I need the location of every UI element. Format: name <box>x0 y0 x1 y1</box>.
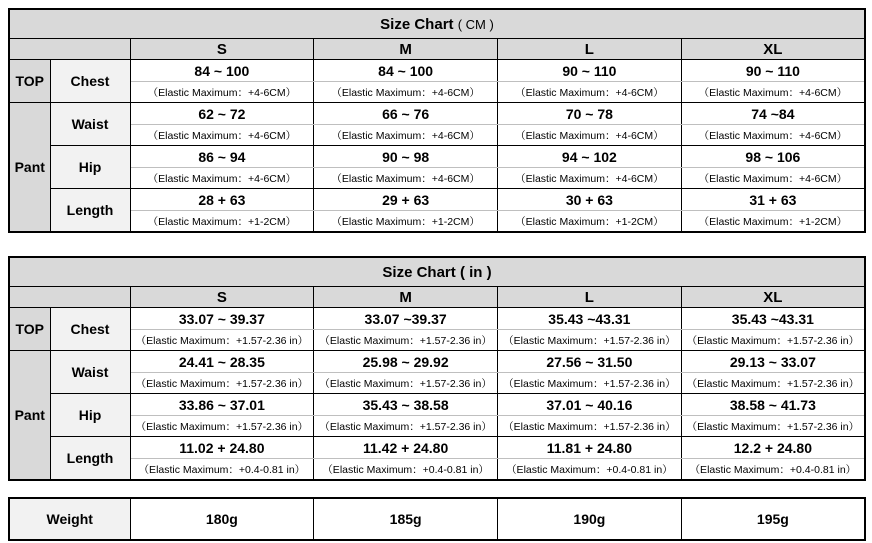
elastic-note: （Elastic Maximum：+4-6CM） <box>498 168 682 189</box>
value-cell: 90 ~ 98 <box>314 146 498 168</box>
value-cell: 90 ~ 110 <box>681 60 865 82</box>
elastic-note: （Elastic Maximum：+4-6CM） <box>498 125 682 146</box>
elastic-note: （Elastic Maximum：+1.57-2.36 in） <box>498 373 682 394</box>
measure-chest: Chest <box>50 60 130 103</box>
elastic-note: （Elastic Maximum：+0.4-0.81 in） <box>130 459 314 481</box>
category-top: TOP <box>9 308 50 351</box>
category-pant: Pant <box>9 103 50 233</box>
elastic-note: （Elastic Maximum：+0.4-0.81 in） <box>314 459 498 481</box>
elastic-note: （Elastic Maximum：+1.57-2.36 in） <box>314 373 498 394</box>
elastic-note: （Elastic Maximum：+1-2CM） <box>130 211 314 233</box>
value-cell: 90 ~ 110 <box>498 60 682 82</box>
elastic-note: （Elastic Maximum：+4-6CM） <box>130 125 314 146</box>
elastic-note: （Elastic Maximum：+1.57-2.36 in） <box>130 330 314 351</box>
value-cell: 11.81 + 24.80 <box>498 437 682 459</box>
size-header-xl: XL <box>681 39 865 60</box>
value-cell: 38.58 ~ 41.73 <box>681 394 865 416</box>
value-cell: 28 + 63 <box>130 189 314 211</box>
measure-chest: Chest <box>50 308 130 351</box>
elastic-note: （Elastic Maximum：+1.57-2.36 in） <box>130 416 314 437</box>
elastic-note: （Elastic Maximum：+0.4-0.81 in） <box>681 459 865 481</box>
value-cell: 31 + 63 <box>681 189 865 211</box>
value-cell: 24.41 ~ 28.35 <box>130 351 314 373</box>
value-cell: 35.43 ~43.31 <box>498 308 682 330</box>
elastic-note: （Elastic Maximum：+1.57-2.36 in） <box>498 330 682 351</box>
title-unit: ( CM ) <box>457 16 494 32</box>
elastic-note: （Elastic Maximum：+4-6CM） <box>498 82 682 103</box>
title-unit: ( in ) <box>459 263 492 281</box>
measure-hip: Hip <box>50 146 130 189</box>
value-cell: 98 ~ 106 <box>681 146 865 168</box>
measure-length: Length <box>50 437 130 481</box>
elastic-note: （Elastic Maximum：+1-2CM） <box>314 211 498 233</box>
value-cell: 74 ~84 <box>681 103 865 125</box>
elastic-note: （Elastic Maximum：+1.57-2.36 in） <box>314 416 498 437</box>
size-chart-inch-table <box>8 256 866 481</box>
value-cell: 37.01 ~ 40.16 <box>498 394 682 416</box>
value-cell: 12.2 + 24.80 <box>681 437 865 459</box>
value-cell: 35.43 ~ 38.58 <box>314 394 498 416</box>
elastic-note: （Elastic Maximum：+1-2CM） <box>498 211 682 233</box>
elastic-note: （Elastic Maximum：+1.57-2.36 in） <box>681 373 865 394</box>
value-cell: 86 ~ 94 <box>130 146 314 168</box>
weight-value-l: 190g <box>498 498 682 540</box>
category-pant: Pant <box>9 351 50 481</box>
elastic-note: （Elastic Maximum：+4-6CM） <box>681 125 865 146</box>
elastic-note: （Elastic Maximum：+4-6CM） <box>130 82 314 103</box>
elastic-note: （Elastic Maximum：+4-6CM） <box>314 125 498 146</box>
elastic-note: （Elastic Maximum：+1.57-2.36 in） <box>498 416 682 437</box>
value-cell: 84 ~ 100 <box>314 60 498 82</box>
size-chart-cm-title <box>9 9 865 39</box>
value-cell: 62 ~ 72 <box>130 103 314 125</box>
value-cell: 66 ~ 76 <box>314 103 498 125</box>
value-cell: 11.42 + 24.80 <box>314 437 498 459</box>
size-header-s: S <box>130 39 314 60</box>
category-top: TOP <box>9 60 50 103</box>
elastic-note: （Elastic Maximum：+4-6CM） <box>130 168 314 189</box>
size-chart-inch-title <box>9 257 865 287</box>
weight-label: Weight <box>9 498 130 540</box>
size-header-xl: XL <box>681 287 865 308</box>
size-header-l: L <box>498 39 682 60</box>
size-header-m: M <box>314 39 498 60</box>
elastic-note: （Elastic Maximum：+4-6CM） <box>681 168 865 189</box>
weight-value-s: 180g <box>130 498 314 540</box>
value-cell: 30 + 63 <box>498 189 682 211</box>
value-cell: 11.02 + 24.80 <box>130 437 314 459</box>
size-header-s: S <box>130 287 314 308</box>
size-header-l: L <box>498 287 682 308</box>
value-cell: 33.86 ~ 37.01 <box>130 394 314 416</box>
value-cell: 94 ~ 102 <box>498 146 682 168</box>
size-header-m: M <box>314 287 498 308</box>
value-cell: 29.13 ~ 33.07 <box>681 351 865 373</box>
value-cell: 27.56 ~ 31.50 <box>498 351 682 373</box>
weight-value-m: 185g <box>314 498 498 540</box>
value-cell: 25.98 ~ 29.92 <box>314 351 498 373</box>
elastic-note: （Elastic Maximum：+4-6CM） <box>681 82 865 103</box>
weight-value-xl: 195g <box>681 498 865 540</box>
measure-length: Length <box>50 189 130 233</box>
title-text: Size Chart <box>382 263 456 281</box>
elastic-note: （Elastic Maximum：+1.57-2.36 in） <box>314 330 498 351</box>
title-text: Size Chart <box>380 15 454 33</box>
value-cell: 35.43 ~43.31 <box>681 308 865 330</box>
header-blank <box>9 287 130 308</box>
value-cell: 33.07 ~ 39.37 <box>130 308 314 330</box>
measure-waist: Waist <box>50 351 130 394</box>
size-chart-cm-table <box>8 8 866 233</box>
elastic-note: （Elastic Maximum：+1.57-2.36 in） <box>130 373 314 394</box>
elastic-note: （Elastic Maximum：+4-6CM） <box>314 168 498 189</box>
header-blank <box>9 39 130 60</box>
elastic-note: （Elastic Maximum：+1.57-2.36 in） <box>681 330 865 351</box>
value-cell: 70 ~ 78 <box>498 103 682 125</box>
elastic-note: （Elastic Maximum：+1.57-2.36 in） <box>681 416 865 437</box>
value-cell: 33.07 ~39.37 <box>314 308 498 330</box>
value-cell: 84 ~ 100 <box>130 60 314 82</box>
value-cell: 29 + 63 <box>314 189 498 211</box>
elastic-note: （Elastic Maximum：+0.4-0.81 in） <box>498 459 682 481</box>
elastic-note: （Elastic Maximum：+1-2CM） <box>681 211 865 233</box>
measure-waist: Waist <box>50 103 130 146</box>
weight-table <box>8 497 866 541</box>
elastic-note: （Elastic Maximum：+4-6CM） <box>314 82 498 103</box>
measure-hip: Hip <box>50 394 130 437</box>
